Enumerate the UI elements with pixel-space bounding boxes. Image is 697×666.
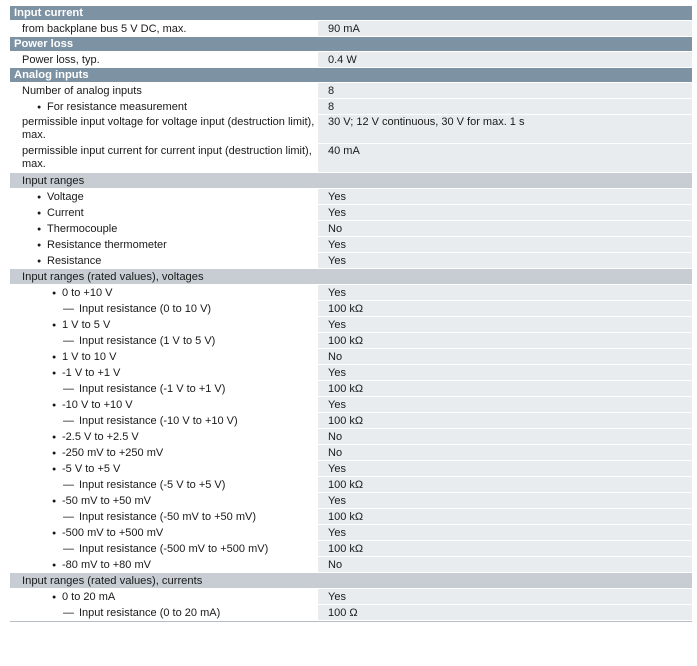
row-value: Yes xyxy=(318,317,692,332)
bullet-icon: ● xyxy=(52,562,57,569)
row-label-text: Input resistance (0 to 10 V) xyxy=(79,303,212,315)
table-row xyxy=(10,413,692,429)
table-row xyxy=(10,285,692,301)
table-row xyxy=(10,253,692,269)
row-value: No xyxy=(318,221,692,236)
row-value: No xyxy=(318,445,692,460)
row-value: Yes xyxy=(318,397,692,412)
row-label-text: -2.5 V to +2.5 V xyxy=(62,431,139,443)
table-row xyxy=(10,83,692,99)
row-label-text: 0 to 20 mA xyxy=(62,591,116,603)
row-label-text: -10 V to +10 V xyxy=(62,399,133,411)
bullet-icon: ● xyxy=(52,290,57,297)
subsection-value xyxy=(318,173,692,188)
row-label xyxy=(10,477,318,492)
row-label xyxy=(10,221,318,236)
bullet-icon: ● xyxy=(52,594,57,601)
bullet-icon: ● xyxy=(52,354,57,361)
table-row xyxy=(10,525,692,541)
row-value: 100 kΩ xyxy=(318,541,692,556)
table-row xyxy=(10,541,692,557)
row-label xyxy=(10,541,318,556)
row-value: 100 Ω xyxy=(318,605,692,620)
table-row xyxy=(10,21,692,37)
row-label xyxy=(10,509,318,524)
spec-table xyxy=(10,6,697,622)
dash-icon: — xyxy=(63,607,74,619)
subsection-title: Input ranges (rated values), currents xyxy=(22,575,203,587)
row-value: 100 kΩ xyxy=(318,333,692,348)
row-label xyxy=(10,99,318,114)
table-bottom-rule xyxy=(10,621,692,622)
table-row xyxy=(10,589,692,605)
table-row xyxy=(10,52,692,68)
table-row xyxy=(10,477,692,493)
bullet-icon: ● xyxy=(37,226,42,233)
table-row xyxy=(10,445,692,461)
row-value: 40 mA xyxy=(318,144,692,172)
row-value: Yes xyxy=(318,589,692,604)
row-value: 100 kΩ xyxy=(318,413,692,428)
bullet-icon: ● xyxy=(37,194,42,201)
subsection-header xyxy=(10,173,692,189)
section-header: Power loss xyxy=(10,37,692,52)
row-label-text: Input resistance (-5 V to +5 V) xyxy=(79,479,226,491)
table-row xyxy=(10,115,692,144)
row-label xyxy=(10,461,318,476)
row-label-text: Input resistance (-50 mV to +50 mV) xyxy=(79,511,256,523)
row-label-text: -1 V to +1 V xyxy=(62,367,121,379)
dash-icon: — xyxy=(63,335,74,347)
row-label xyxy=(10,189,318,204)
row-label-text: Input resistance (-500 mV to +500 mV) xyxy=(79,543,269,555)
table-row xyxy=(10,99,692,115)
row-label-text: Power loss, typ. xyxy=(22,54,100,66)
row-label xyxy=(10,237,318,252)
row-value: 30 V; 12 V continuous, 30 V for max. 1 s xyxy=(318,115,692,143)
row-label xyxy=(10,144,318,172)
row-label xyxy=(10,285,318,300)
table-row xyxy=(10,221,692,237)
row-label-text: 1 V to 5 V xyxy=(62,319,111,331)
table-row xyxy=(10,333,692,349)
row-value: Yes xyxy=(318,189,692,204)
row-label xyxy=(10,605,318,620)
row-label-text: Number of analog inputs xyxy=(22,85,142,97)
row-label-text: -80 mV to +80 mV xyxy=(62,559,151,571)
row-value: Yes xyxy=(318,205,692,220)
bullet-icon: ● xyxy=(37,258,42,265)
bullet-icon: ● xyxy=(37,104,42,111)
row-label-text: Input resistance (-10 V to +10 V) xyxy=(79,415,238,427)
table-row xyxy=(10,461,692,477)
table-row xyxy=(10,605,692,621)
row-label xyxy=(10,349,318,364)
row-value: Yes xyxy=(318,285,692,300)
table-row xyxy=(10,205,692,221)
table-row xyxy=(10,349,692,365)
table-row xyxy=(10,493,692,509)
row-label xyxy=(10,429,318,444)
table-row xyxy=(10,365,692,381)
section-header: Analog inputs xyxy=(10,68,692,83)
table-row xyxy=(10,557,692,573)
row-value: 8 xyxy=(318,83,692,98)
row-label xyxy=(10,333,318,348)
row-value: Yes xyxy=(318,253,692,268)
bullet-icon: ● xyxy=(37,210,42,217)
row-label xyxy=(10,205,318,220)
row-label xyxy=(10,317,318,332)
subsection-value xyxy=(318,269,692,284)
dash-icon: — xyxy=(63,511,74,523)
row-label-text: Input resistance (-1 V to +1 V) xyxy=(79,383,226,395)
subsection-value xyxy=(318,573,692,588)
row-label-text: from backplane bus 5 V DC, max. xyxy=(22,23,187,35)
row-label xyxy=(10,381,318,396)
row-label-text: Resistance thermometer xyxy=(47,239,167,251)
table-row xyxy=(10,189,692,205)
row-value: No xyxy=(318,429,692,444)
table-row xyxy=(10,509,692,525)
row-label-text: Resistance xyxy=(47,255,102,267)
dash-icon: — xyxy=(63,383,74,395)
subsection-header xyxy=(10,573,692,589)
table-row xyxy=(10,237,692,253)
row-value: Yes xyxy=(318,461,692,476)
row-label xyxy=(10,301,318,316)
table-row xyxy=(10,144,692,173)
row-label-text: -5 V to +5 V xyxy=(62,463,121,475)
section-header: Input current xyxy=(10,6,692,21)
bullet-icon: ● xyxy=(52,434,57,441)
row-label xyxy=(10,557,318,572)
row-label-text: Input resistance (0 to 20 mA) xyxy=(79,607,221,619)
row-label-text: Voltage xyxy=(47,191,84,203)
table-row xyxy=(10,429,692,445)
table-row xyxy=(10,381,692,397)
row-value: 100 kΩ xyxy=(318,477,692,492)
table-row xyxy=(10,317,692,333)
dash-icon: — xyxy=(63,543,74,555)
subsection-title: Input ranges xyxy=(22,175,85,187)
row-label xyxy=(10,525,318,540)
dash-icon: — xyxy=(63,415,74,427)
bullet-icon: ● xyxy=(52,402,57,409)
row-label-text: -50 mV to +50 mV xyxy=(62,495,151,507)
row-label-text: -500 mV to +500 mV xyxy=(62,527,164,539)
row-value: Yes xyxy=(318,365,692,380)
row-value: 100 kΩ xyxy=(318,509,692,524)
row-value: 90 mA xyxy=(318,21,692,36)
dash-icon: — xyxy=(63,303,74,315)
row-label-text: permissible input voltage for voltage input (destruction limit), max. xyxy=(22,116,315,141)
row-label-text: Current xyxy=(47,207,84,219)
bullet-icon: ● xyxy=(52,466,57,473)
row-value: No xyxy=(318,349,692,364)
row-label xyxy=(10,115,318,143)
row-label xyxy=(10,52,318,67)
row-value: 0.4 W xyxy=(318,52,692,67)
row-label xyxy=(10,397,318,412)
bullet-icon: ● xyxy=(52,530,57,537)
row-value: Yes xyxy=(318,525,692,540)
row-label-text: 1 V to 10 V xyxy=(62,351,117,363)
row-label xyxy=(10,445,318,460)
subsection-header xyxy=(10,269,692,285)
row-label-text: 0 to +10 V xyxy=(62,287,113,299)
bullet-icon: ● xyxy=(52,370,57,377)
bullet-icon: ● xyxy=(52,498,57,505)
bullet-icon: ● xyxy=(52,450,57,457)
bullet-icon: ● xyxy=(37,242,42,249)
dash-icon: — xyxy=(63,479,74,491)
row-label xyxy=(10,413,318,428)
row-value: No xyxy=(318,557,692,572)
table-row xyxy=(10,301,692,317)
row-label xyxy=(10,253,318,268)
row-value: Yes xyxy=(318,493,692,508)
row-label xyxy=(10,83,318,98)
row-label-text: permissible input current for current input (destruction limit), max. xyxy=(22,145,312,170)
row-value: Yes xyxy=(318,237,692,252)
row-label xyxy=(10,493,318,508)
row-value: 8 xyxy=(318,99,692,114)
row-value: 100 kΩ xyxy=(318,301,692,316)
row-label xyxy=(10,21,318,36)
row-label-text: Thermocouple xyxy=(47,223,118,235)
row-label xyxy=(10,589,318,604)
row-label-text: For resistance measurement xyxy=(47,101,187,113)
subsection-title: Input ranges (rated values), voltages xyxy=(22,271,204,283)
table-row xyxy=(10,397,692,413)
row-label xyxy=(10,365,318,380)
row-value: 100 kΩ xyxy=(318,381,692,396)
bullet-icon: ● xyxy=(52,322,57,329)
row-label-text: Input resistance (1 V to 5 V) xyxy=(79,335,216,347)
row-label-text: -250 mV to +250 mV xyxy=(62,447,164,459)
